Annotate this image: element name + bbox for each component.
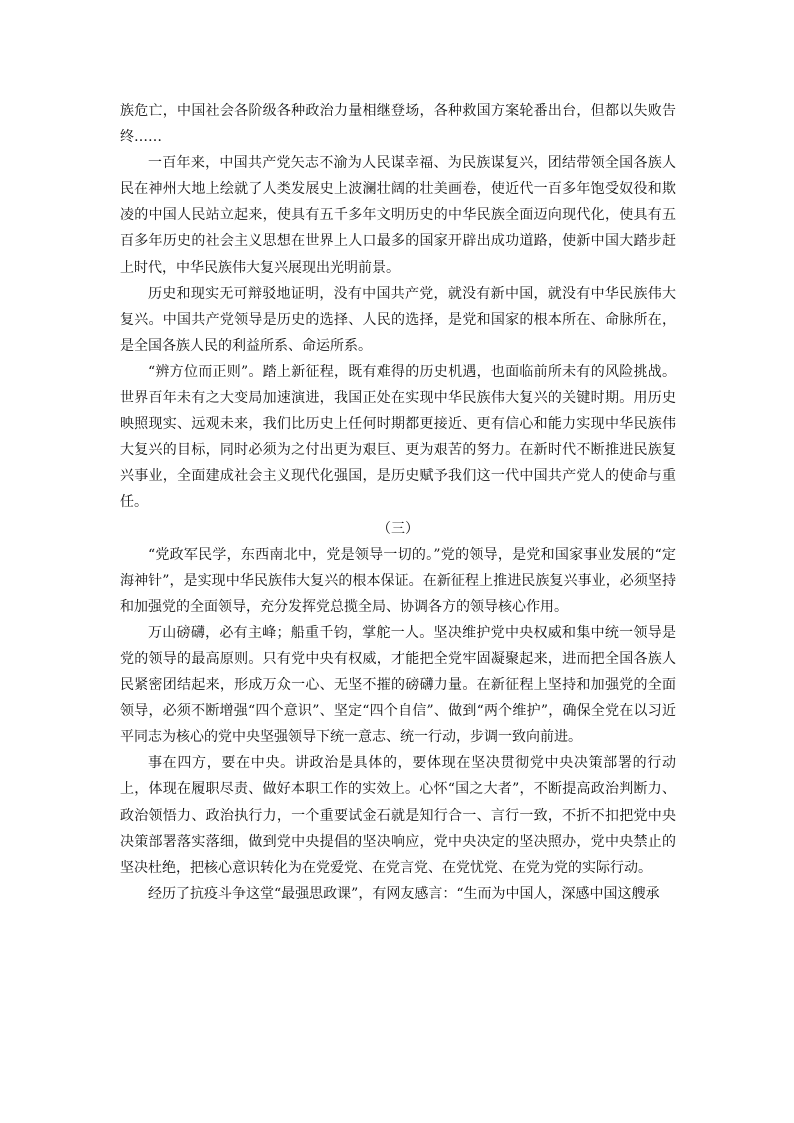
paragraph: 事在四方，要在中央。讲政治是具体的，要体现在坚决贯彻党中央决策部署的行动上，体现在履职尽责、做好本职工作的实效上。心怀“国之大者”，不断提高政治判断力、政治领悟力、政治执行力，一个重要试金石就是知行合一、言行一致，不折不扣把党中央决策部署落实落细，做到党中央提倡的坚决响应，党中央决定的坚决照办，党中央禁止的坚决杜绝，把核心意识转化为在党爱党、在党言党、在党忧党、在党为党的实际行动。 [120, 755, 676, 876]
paragraph: 万山磅礴，必有主峰；船重千钧，掌舵一人。坚决维护党中央权威和集中统一领导是党的领导的最高原则。只有党中央有权威，才能把全党牢固凝聚起来，进而把全国各族人民紧密团结起来，形成万众一心、无坚不摧的磅礴力量。在新征程上坚持和加强党的全面领导，必须不断增强“四个意识”、坚定“四个自信”、做到“两个维护”，确保全党在以习近平同志为核心的党中央坚强领导下统一意志、统一行动，步调一致向前进。 [120, 624, 676, 746]
paragraph: 历史和现实无可辩驳地证明，没有中国共产党，就没有新中国，就没有中华民族伟大复兴。中国共产党领导是历史的选择、人民的选择，是党和国家的根本所在、命脉所在，是全国各族人民的利益所系、命运所系。 [120, 285, 676, 354]
paragraph: “党政军民学，东西南北中，党是领导一切的。”党的领导，是党和国家事业发展的“定海神针”，是实现中华民族伟大复兴的根本保证。在新征程上推进民族复兴事业，必须坚持和加强党的全面领导，充分发挥党总揽全局、协调各方的领导核心作用。 [120, 546, 676, 615]
section-heading: （三） [377, 520, 419, 537]
paragraph: 族危亡，中国社会各阶级各种政治力量相继登场，各种救国方案轮番出台，但都以失败告终…… [120, 103, 676, 146]
paragraph: “辨方位而正则”。踏上新征程，既有难得的历史机遇，也面临前所未有的风险挑战。世界百年未有之大变局加速演进，我国正处在实现中华民族伟大复兴的关键时期。用历史映照现实、远观未来，我们比历史上任何时期都更接近、更有信心和能力实现中华民族伟大复兴的目标，同时必须为之付出更为艰巨、更为艰苦的努力。在新时代不断推进民族复兴事业，全面建成社会主义现代化强国，是历史赋予我们这一代中国共产党人的使命与重任。 [120, 363, 676, 511]
document-page [120, 98, 676, 907]
paragraph: 一百年来，中国共产党矢志不渝为人民谋幸福、为民族谋复兴，团结带领全国各族人民在神州大地上绘就了人类发展史上波澜壮阔的壮美画卷，使近代一百多年饱受奴役和欺凌的中国人民站立起来，使具有五千多年文明历史的中华民族全面迈向现代化，使具有五百多年历史的社会主义思想在世界上人口最多的国家开辟出成功道路，使新中国大踏步赶上时代，中华民族伟大复兴展现出光明前景。 [120, 155, 676, 276]
paragraph: 经历了抗疫斗争这堂“最强思政课”，有网友感言：“生而为中国人，深感中国这艘承 [148, 885, 660, 902]
